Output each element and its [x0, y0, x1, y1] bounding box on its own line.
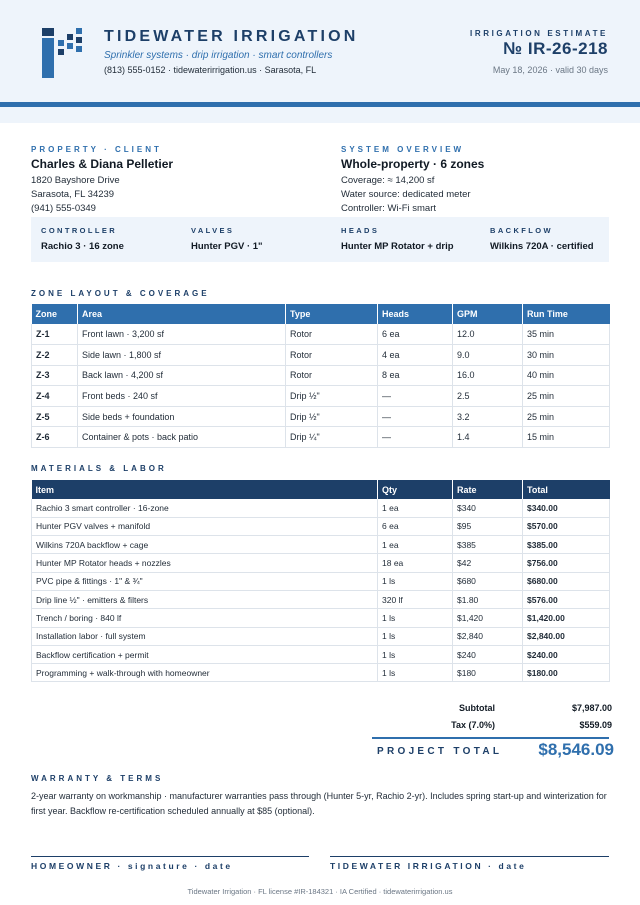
table-cell: Installation labor · full system: [32, 627, 378, 645]
col-header: Run Time: [523, 304, 610, 324]
table-cell: 1.4: [453, 427, 523, 448]
tax-value: $559.09: [579, 720, 612, 730]
table-cell: Z-6: [32, 427, 78, 448]
table-cell: 16.0: [453, 365, 523, 386]
table-cell: $180: [453, 664, 523, 682]
system-water-source: Water source: dedicated meter: [341, 189, 471, 200]
company-tagline: Sprinkler systems · drip irrigation · smart controllers: [104, 50, 333, 61]
spec-value: Wilkins 720A · certified: [490, 241, 594, 252]
terms-section-label: WARRANTY & TERMS: [31, 774, 164, 783]
company-contact: (813) 555-0152 · tidewaterirrigation.us · Sarasota, FL: [104, 65, 317, 75]
table-cell: Hunter MP Rotator heads + nozzles: [32, 554, 378, 572]
materials-row: [32, 554, 610, 572]
table-cell: Front lawn · 3,200 sf: [78, 324, 286, 345]
table-cell: $680.00: [523, 572, 610, 590]
homeowner-signature-line[interactable]: [31, 856, 309, 857]
table-cell: Hunter PGV valves + manifold: [32, 517, 378, 535]
materials-row: [32, 627, 610, 645]
table-cell: Z-4: [32, 386, 78, 407]
table-cell: Drip ½": [286, 386, 378, 407]
zone-row: [32, 406, 610, 427]
table-cell: 1 ls: [378, 572, 453, 590]
table-cell: $340.00: [523, 499, 610, 517]
zone-row: [32, 345, 610, 366]
table-cell: Rotor: [286, 365, 378, 386]
spec-controller: [41, 226, 124, 252]
table-cell: $680: [453, 572, 523, 590]
zone-table-header: [32, 304, 610, 324]
table-cell: Container & pots · back patio: [78, 427, 286, 448]
zone-row: [32, 324, 610, 345]
table-cell: $756.00: [523, 554, 610, 572]
table-cell: $42: [453, 554, 523, 572]
col-header: Total: [523, 480, 610, 499]
materials-section-label: MATERIALS & LABOR: [31, 464, 167, 473]
table-cell: $1,420: [453, 609, 523, 627]
subtotal-value: $7,987.00: [571, 703, 612, 713]
table-cell: Z-3: [32, 365, 78, 386]
table-cell: Trench / boring · 840 lf: [32, 609, 378, 627]
table-cell: Side lawn · 1,800 sf: [78, 345, 286, 366]
col-header: Qty: [378, 480, 453, 499]
spec-summary-box: [31, 217, 609, 262]
table-cell: Z-2: [32, 345, 78, 366]
materials-table-header: [32, 480, 610, 499]
table-cell: 18 ea: [378, 554, 453, 572]
col-header: Item: [32, 480, 378, 499]
table-cell: —: [378, 406, 453, 427]
company-signature-label: TIDEWATER IRRIGATION · date: [330, 861, 527, 871]
table-cell: 1 ea: [378, 536, 453, 554]
client-address-line1: 1820 Bayshore Drive: [31, 175, 120, 186]
zones-section-label: ZONE LAYOUT & COVERAGE: [31, 289, 210, 298]
col-header: Rate: [453, 480, 523, 499]
table-cell: 320 lf: [378, 590, 453, 608]
col-header: Zone: [32, 304, 78, 324]
materials-row: [32, 609, 610, 627]
document-type: IRRIGATION ESTIMATE: [470, 29, 608, 38]
spec-key: BACKFLOW: [490, 226, 553, 235]
spec-value: Rachio 3 · 16 zone: [41, 241, 124, 252]
table-cell: Drip ¼": [286, 427, 378, 448]
table-cell: 1 ls: [378, 627, 453, 645]
table-cell: $1,420.00: [523, 609, 610, 627]
terms-text: 2-year warranty on workmanship · manufacturer warranties pass through (Hunter 5-yr, Rachio 2-yr). Includes spring start-up and winterization for first year. Backflow re-certification scheduled annually at $85 (optional).: [31, 791, 607, 816]
table-cell: PVC pipe & fittings · 1" & ¾": [32, 572, 378, 590]
system-controller: Controller: Wi-Fi smart: [341, 203, 437, 214]
table-cell: —: [378, 427, 453, 448]
materials-row: [32, 645, 610, 663]
table-cell: Rotor: [286, 345, 378, 366]
table-cell: 1 ls: [378, 645, 453, 663]
sprinkler-logo-icon: [42, 24, 90, 78]
table-cell: 6 ea: [378, 517, 453, 535]
table-cell: Drip ½": [286, 406, 378, 427]
table-cell: $576.00: [523, 590, 610, 608]
materials-row: [32, 517, 610, 535]
table-cell: $385: [453, 536, 523, 554]
table-cell: $340: [453, 499, 523, 517]
client-address-line2: Sarasota, FL 34239: [31, 189, 115, 200]
table-cell: Wilkins 720A backflow + cage: [32, 536, 378, 554]
table-cell: 9.0: [453, 345, 523, 366]
table-cell: 1 ls: [378, 609, 453, 627]
table-cell: Z-1: [32, 324, 78, 345]
table-cell: Programming + walk-through with homeowner: [32, 664, 378, 682]
col-header: GPM: [453, 304, 523, 324]
total-rule: [372, 737, 609, 739]
project-total-value: $8,546.09: [538, 740, 614, 759]
table-cell: $180.00: [523, 664, 610, 682]
table-cell: $1.80: [453, 590, 523, 608]
client-name: Charles & Diana Pelletier: [31, 157, 174, 171]
client-section-label: PROPERTY · CLIENT: [31, 145, 162, 154]
subtotal-label: Subtotal: [459, 703, 495, 713]
materials-row: [32, 590, 610, 608]
table-cell: $2,840: [453, 627, 523, 645]
system-headline: Whole-property · 6 zones: [341, 157, 485, 171]
spec-valves: [191, 226, 263, 252]
table-cell: Front beds · 240 sf: [78, 386, 286, 407]
system-coverage: Coverage: ≈ 14,200 sf: [341, 175, 435, 186]
company-name: TIDEWATER IRRIGATION: [104, 28, 359, 45]
table-cell: 40 min: [523, 365, 610, 386]
table-cell: —: [378, 386, 453, 407]
col-header: Type: [286, 304, 378, 324]
spec-value: Hunter MP Rotator + drip: [341, 241, 454, 252]
spec-heads: [341, 226, 454, 252]
estimate-number: № IR-26-218: [503, 39, 608, 58]
estimate-date: May 18, 2026 · valid 30 days: [492, 65, 608, 75]
table-cell: 30 min: [523, 345, 610, 366]
table-cell: Z-5: [32, 406, 78, 427]
table-cell: 8 ea: [378, 365, 453, 386]
table-cell: Side beds + foundation: [78, 406, 286, 427]
header-subband: [0, 107, 640, 123]
project-total-label: PROJECT TOTAL: [377, 746, 503, 757]
page-footer: Tidewater Irrigation · FL license #IR-184321 · IA Certified · tidewaterirrigation.us: [187, 887, 453, 896]
table-cell: Drip line ½" · emitters & filters: [32, 590, 378, 608]
table-cell: 6 ea: [378, 324, 453, 345]
materials-row: [32, 572, 610, 590]
table-cell: 2.5: [453, 386, 523, 407]
table-cell: $240.00: [523, 645, 610, 663]
spec-key: HEADS: [341, 226, 380, 235]
table-cell: $240: [453, 645, 523, 663]
zone-row: [32, 365, 610, 386]
table-cell: Rotor: [286, 324, 378, 345]
zone-table: [31, 304, 610, 448]
spec-key: CONTROLLER: [41, 226, 118, 235]
table-cell: 35 min: [523, 324, 610, 345]
materials-row: [32, 664, 610, 682]
client-phone: (941) 555-0349: [31, 203, 96, 214]
table-cell: Backflow certification + permit: [32, 645, 378, 663]
table-cell: $2,840.00: [523, 627, 610, 645]
zone-row: [32, 386, 610, 407]
table-cell: $385.00: [523, 536, 610, 554]
materials-row: [32, 536, 610, 554]
table-cell: Back lawn · 4,200 sf: [78, 365, 286, 386]
table-cell: 1 ls: [378, 664, 453, 682]
company-signature-line[interactable]: [330, 856, 609, 857]
materials-table: [31, 480, 610, 682]
spec-value: Hunter PGV · 1": [191, 241, 263, 252]
materials-row: [32, 499, 610, 517]
table-cell: 1 ea: [378, 499, 453, 517]
system-section-label: SYSTEM OVERVIEW: [341, 145, 465, 154]
spec-key: VALVES: [191, 226, 235, 235]
table-cell: $570.00: [523, 517, 610, 535]
table-cell: 12.0: [453, 324, 523, 345]
col-header: Area: [78, 304, 286, 324]
table-cell: Rachio 3 smart controller · 16-zone: [32, 499, 378, 517]
spec-backflow: [490, 226, 594, 252]
table-cell: $95: [453, 517, 523, 535]
table-cell: 3.2: [453, 406, 523, 427]
col-header: Heads: [378, 304, 453, 324]
tax-label: Tax (7.0%): [451, 720, 495, 730]
table-cell: 25 min: [523, 386, 610, 407]
homeowner-signature-label: HOMEOWNER · signature · date: [31, 861, 233, 871]
table-cell: 25 min: [523, 406, 610, 427]
zone-row: [32, 427, 610, 448]
table-cell: 4 ea: [378, 345, 453, 366]
table-cell: 15 min: [523, 427, 610, 448]
